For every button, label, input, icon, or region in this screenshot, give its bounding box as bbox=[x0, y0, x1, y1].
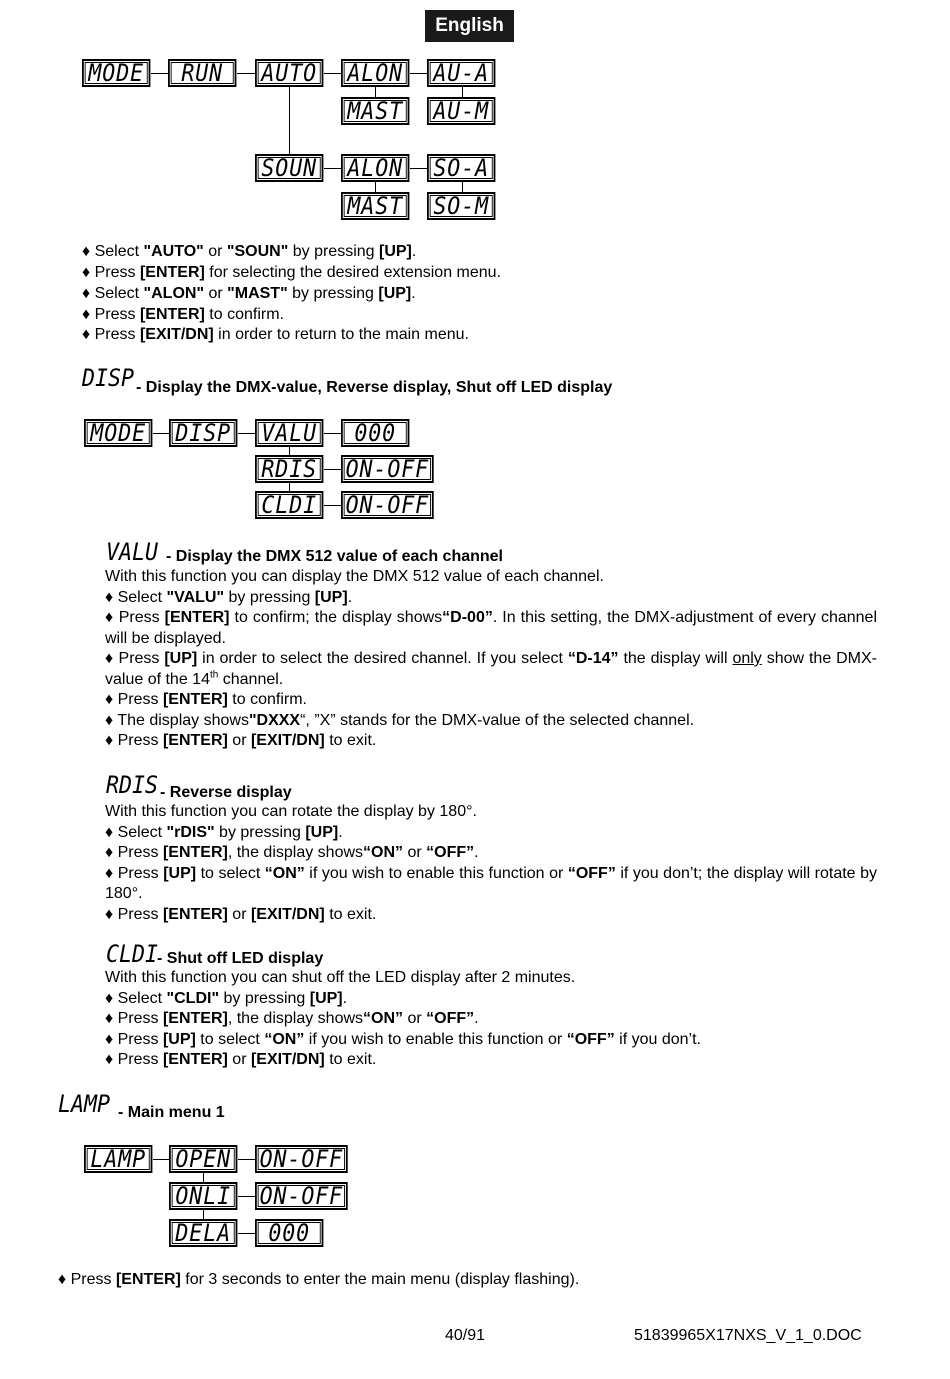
lcd-box-valu: VALU bbox=[255, 419, 323, 447]
lcd-box-on-off: ON-OFF bbox=[255, 1145, 348, 1173]
cldi-body bbox=[105, 968, 877, 1071]
lcd-box-on-off-2: ON-OFF bbox=[341, 491, 434, 519]
section-lcd-label-lamp: LAMP bbox=[58, 1090, 111, 1118]
connector bbox=[462, 87, 463, 97]
bullet-line: ♦ Select "VALU" by pressing [UP]. bbox=[105, 588, 353, 606]
connector bbox=[375, 182, 376, 192]
section-lcd-label-cldi: CLDI bbox=[106, 940, 159, 968]
language-badge: English bbox=[425, 10, 514, 42]
lcd-box-au-m: AU-M bbox=[427, 97, 495, 125]
connector bbox=[238, 1233, 256, 1234]
lcd-box-mast: MAST bbox=[341, 97, 409, 125]
lcd-box-alon-2: ALON bbox=[341, 154, 409, 182]
lcd-box-soun: SOUN bbox=[255, 154, 323, 182]
bullet-line: ♦ Press [ENTER] or [EXIT/DN] to exit. bbox=[105, 732, 377, 749]
paragraph: With this function you can rotate the display by 180°. bbox=[105, 803, 477, 820]
bullet-line: ♦ Press [ENTER] or [EXIT/DN] to exit. bbox=[105, 905, 377, 923]
lcd-box-mast-2: MAST bbox=[341, 192, 409, 220]
bullet-line: ♦ Press [ENTER] or [EXIT/DN] to exit. bbox=[105, 1051, 377, 1068]
connector bbox=[238, 1196, 256, 1197]
bullet-line: ♦ Press [ENTER] for selecting the desired extension menu. bbox=[82, 264, 502, 281]
lcd-box-mode: MODE bbox=[84, 419, 152, 447]
lcd-box-disp: DISP bbox=[169, 419, 237, 447]
page-number: 40/91 bbox=[445, 1327, 486, 1344]
connector bbox=[238, 433, 256, 434]
bullet-line: ♦ Press [ENTER] to confirm. bbox=[105, 691, 307, 708]
connector bbox=[410, 168, 428, 169]
lcd-box-open: OPEN bbox=[169, 1145, 237, 1173]
lcd-box-so-a: SO-A bbox=[427, 154, 495, 182]
connector bbox=[151, 73, 169, 74]
lcd-box-dela: DELA bbox=[169, 1219, 237, 1247]
connector bbox=[153, 433, 170, 434]
bullet-line: ♦ Select "ALON" or "MAST" by pressing [UP]. bbox=[82, 285, 416, 302]
lcd-box-so-m: SO-M bbox=[427, 192, 495, 220]
lcd-box-000: 000 bbox=[255, 1219, 323, 1247]
section-heading-cldi: - Shut off LED display bbox=[157, 950, 324, 967]
connector bbox=[324, 433, 342, 434]
bullet-line: ♦ Press [EXIT/DN] in order to return to the main menu. bbox=[82, 326, 469, 343]
section-heading-disp: - Display the DMX-value, Reverse display, Shut off LED display bbox=[136, 379, 613, 396]
section-heading-rdis: - Reverse display bbox=[160, 784, 292, 801]
connector bbox=[375, 87, 376, 97]
lcd-box-cldi: CLDI bbox=[255, 491, 323, 519]
connector bbox=[153, 1159, 170, 1160]
connector bbox=[324, 168, 342, 169]
bullet-line: ♦ Press [ENTER] to confirm; the display shows“D-00”. In this setting, the DMX-adjustment of every channel will be displayed. bbox=[105, 609, 878, 647]
lcd-box-mode: MODE bbox=[82, 59, 150, 87]
bullet-line: ♦ Press [ENTER] to confirm. bbox=[82, 306, 284, 323]
section-lcd-label-valu: VALU bbox=[106, 538, 159, 566]
bullet-line: ♦ Press [UP] to select “ON” if you wish to enable this function or “OFF” if you don’t. bbox=[105, 1030, 701, 1048]
section-heading-valu: - Display the DMX 512 value of each channel bbox=[166, 548, 503, 565]
bullet-line: ♦ Press [ENTER], the display shows“ON” or “OFF”. bbox=[105, 1010, 479, 1027]
lcd-box-on-off: ON-OFF bbox=[341, 455, 434, 483]
valu-body bbox=[105, 567, 877, 752]
connector bbox=[324, 469, 342, 470]
bullet-line: ♦ Select "AUTO" or "SOUN" by pressing [UP]. bbox=[82, 243, 417, 260]
connector bbox=[237, 73, 256, 74]
bullet-line: ♦ Press [UP] to select “ON” if you wish to enable this function or “OFF” if you don’t; the display will rotate by 180°. bbox=[105, 864, 878, 902]
lcd-box-alon: ALON bbox=[341, 59, 409, 87]
bullet-line: ♦ Press [UP] in order to select the desired channel. If you select “D-14” the display will only show the DMX-value of the 14th channel. bbox=[105, 650, 878, 688]
connector bbox=[324, 73, 342, 74]
lcd-box-auto: AUTO bbox=[255, 59, 323, 87]
connector bbox=[289, 87, 290, 154]
lcd-box-rdis: RDIS bbox=[255, 455, 323, 483]
lcd-box-au-a: AU-A bbox=[427, 59, 495, 87]
section-lcd-label-disp: DISP bbox=[82, 364, 135, 392]
connector bbox=[238, 1159, 256, 1160]
bullet-line: ♦ Press [ENTER], the display shows“ON” or “OFF”. bbox=[105, 844, 479, 861]
connector bbox=[410, 73, 428, 74]
connector bbox=[203, 1210, 204, 1219]
lcd-box-onli: ONLI bbox=[169, 1182, 237, 1210]
paragraph: With this function you can shut off the LED display after 2 minutes. bbox=[105, 969, 576, 986]
lcd-box-on-off-2: ON-OFF bbox=[255, 1182, 348, 1210]
bullet-line: ♦ Select "CLDI" by pressing [UP]. bbox=[105, 989, 348, 1007]
connector bbox=[203, 1173, 204, 1182]
bullet-line: ♦ Select "rDIS" by pressing [UP]. bbox=[105, 823, 343, 841]
section-lcd-label-rdis: RDIS bbox=[106, 771, 159, 799]
bullet-line: ♦ The display shows"DXXX“, ”X” stands for the DMX-value of the selected channel. bbox=[105, 711, 695, 729]
document-id: 51839965X17NXS_V_1_0.DOC bbox=[634, 1327, 862, 1344]
paragraph: With this function you can display the DMX 512 value of each channel. bbox=[105, 568, 604, 585]
connector bbox=[324, 505, 342, 506]
lcd-box-run: RUN bbox=[168, 59, 236, 87]
bullet-line: ♦ Press [ENTER] for 3 seconds to enter the main menu (display flashing). bbox=[58, 1271, 580, 1288]
connector bbox=[462, 182, 463, 192]
section-heading-lamp: - Main menu 1 bbox=[118, 1104, 225, 1121]
lcd-box-lamp: LAMP bbox=[84, 1145, 152, 1173]
rdis-body bbox=[105, 802, 877, 925]
lcd-box-000: 000 bbox=[341, 419, 409, 447]
